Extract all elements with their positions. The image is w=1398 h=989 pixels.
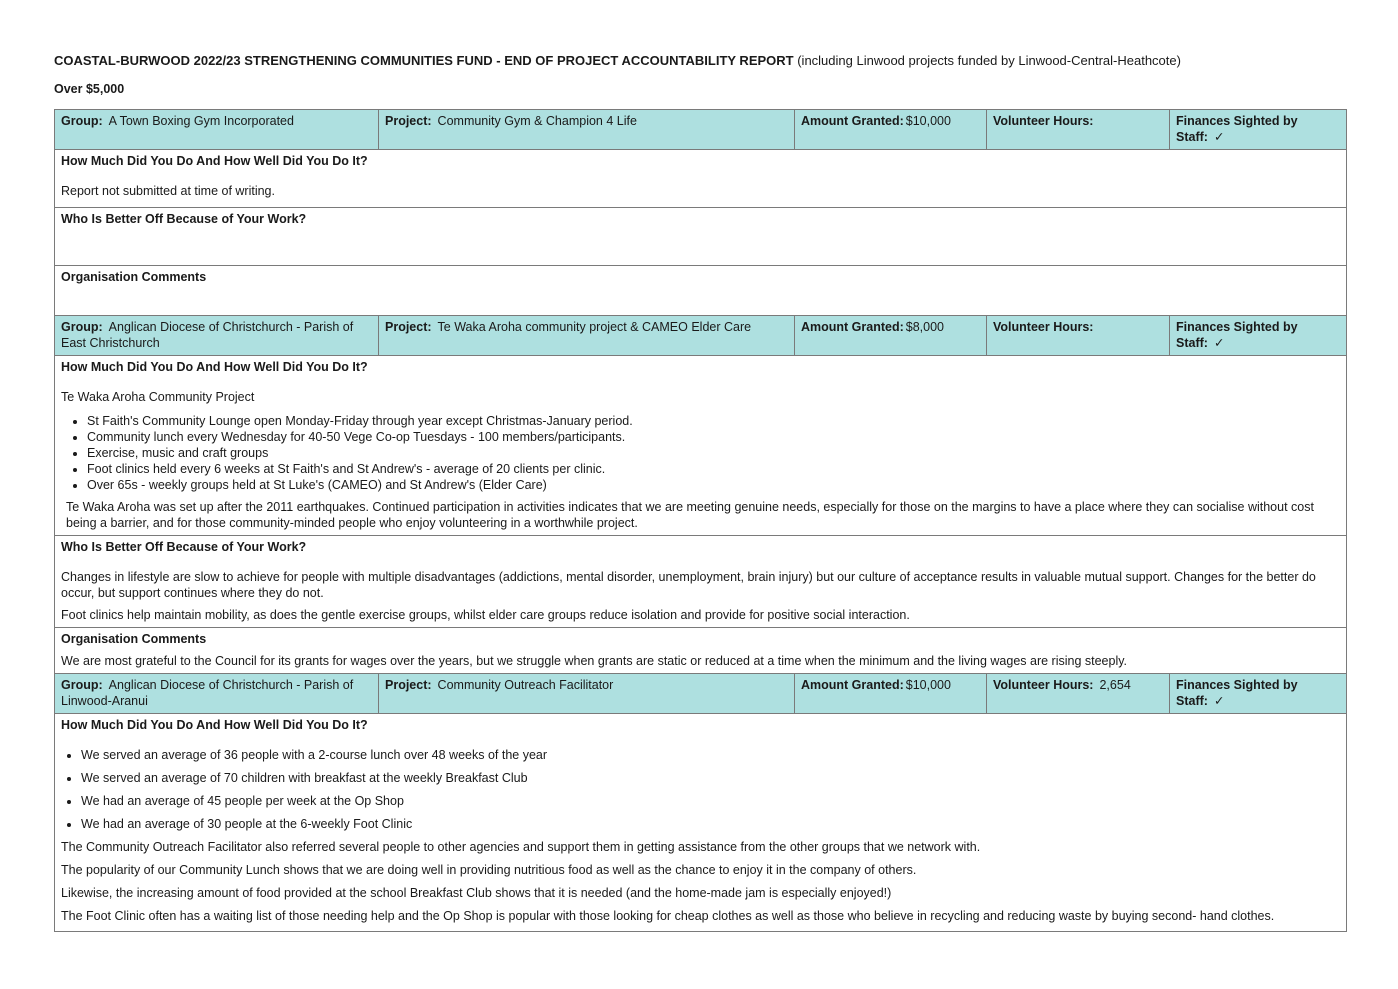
finances-label: Finances Sighted by Staff: xyxy=(1176,114,1298,144)
org-comments-section xyxy=(55,266,1347,316)
section-text: The Community Outreach Facilitator also referred several people to other agencies and support them in getting assistance from the other groups that we network with. xyxy=(61,840,981,854)
group-cell xyxy=(55,110,379,150)
report-title xyxy=(54,53,1181,68)
section-text: Report not submitted at time of writing. xyxy=(61,184,275,198)
list-item: • Over 65s - weekly groups held at St Luke's (CAMEO) and St Andrew's (Elder Care) xyxy=(87,477,1340,493)
section-intro: Te Waka Aroha Community Project xyxy=(61,390,255,404)
project-label: Project: xyxy=(385,114,432,128)
amount-value: $8,000 xyxy=(905,320,945,334)
list-item: • St Faith's Community Lounge open Monday-Friday through year except Christmas-January period. xyxy=(87,413,1340,429)
amount-cell xyxy=(795,674,987,714)
record-header-row xyxy=(55,110,1347,150)
volunteer-cell xyxy=(987,110,1170,150)
report-table xyxy=(54,109,1347,932)
section-text: Likewise, the increasing amount of food provided at the school Breakfast Club shows that it is needed (and the home-made jam is especially enjoyed!) xyxy=(61,886,892,900)
finances-label: Finances Sighted by Staff: xyxy=(1176,678,1298,708)
section-text: The Foot Clinic often has a waiting list of those needing help and the Op Shop is popular with those looking for cheap clothes as well as those who believe in recycling and reducing waste by buying second- hand clothes. xyxy=(61,909,1275,923)
group-cell xyxy=(55,316,379,356)
volunteer-value: 2,654 xyxy=(1099,678,1131,692)
record-header-row xyxy=(55,316,1347,356)
group-label: Group: xyxy=(61,678,103,692)
list-item: • Exercise, music and craft groups xyxy=(87,445,1340,461)
section-heading: Who Is Better Off Because of Your Work? xyxy=(61,212,307,226)
how-much-section xyxy=(55,150,1347,208)
volunteer-label: Volunteer Hours: xyxy=(993,114,1094,128)
list-item: • Community lunch every Wednesday for 40-50 Vege Co-op Tuesdays - 100 members/participants. xyxy=(87,429,1340,445)
amount-value: $10,000 xyxy=(905,678,951,692)
activity-list xyxy=(61,413,1340,493)
list-item: • We had an average of 30 people at the 6-weekly Foot Clinic xyxy=(81,816,1340,832)
project-label: Project: xyxy=(385,320,432,334)
record-header-row xyxy=(55,674,1347,714)
project-cell xyxy=(379,674,795,714)
amount-label: Amount Granted: xyxy=(801,678,904,692)
how-much-section xyxy=(55,714,1347,932)
section-text: The popularity of our Community Lunch shows that we are doing well in providing nutritious food as well as the chance to enjoy it in the company of others. xyxy=(61,863,917,877)
check-icon: ✓ xyxy=(1213,129,1225,144)
section-heading: Organisation Comments xyxy=(61,270,207,284)
finances-cell xyxy=(1170,110,1347,150)
group-label: Group: xyxy=(61,114,103,128)
report-subtitle: Over $5,000 xyxy=(54,82,125,96)
group-value: A Town Boxing Gym Incorporated xyxy=(108,114,294,128)
report-title-bold: COASTAL-BURWOOD 2022/23 STRENGTHENING COMMUNITIES FUND - END OF PROJECT ACCOUNTABILITY REPORT xyxy=(54,53,794,68)
section-text: Changes in lifestyle are slow to achieve for people with multiple disadvantages (addictions, mental disorder, unemployment, brain injury) but our culture of acceptance results in valuable mutual support. Changes for the better do occur, but support continues where they do not. xyxy=(61,570,1316,600)
group-value: Anglican Diocese of Christchurch - Parish of Linwood-Aranui xyxy=(61,678,354,708)
amount-label: Amount Granted: xyxy=(801,114,904,128)
amount-cell xyxy=(795,316,987,356)
finances-cell xyxy=(1170,674,1347,714)
volunteer-label: Volunteer Hours: xyxy=(993,678,1094,692)
section-heading: How Much Did You Do And How Well Did You Do It? xyxy=(61,360,368,374)
check-icon: ✓ xyxy=(1213,693,1225,708)
project-value: Community Outreach Facilitator xyxy=(437,678,614,692)
project-label: Project: xyxy=(385,678,432,692)
volunteer-label: Volunteer Hours: xyxy=(993,320,1094,334)
project-value: Community Gym & Champion 4 Life xyxy=(437,114,637,128)
section-heading: Who Is Better Off Because of Your Work? xyxy=(61,540,307,554)
amount-label: Amount Granted: xyxy=(801,320,904,334)
amount-cell xyxy=(795,110,987,150)
section-text: Foot clinics help maintain mobility, as does the gentle exercise groups, whilst elder care groups reduce isolation and provide for positive social interaction. xyxy=(61,608,910,622)
list-item: • We had an average of 45 people per week at the Op Shop xyxy=(81,793,1340,809)
group-value: Anglican Diocese of Christchurch - Parish of East Christchurch xyxy=(61,320,354,350)
finances-cell xyxy=(1170,316,1347,356)
report-title-rest: (including Linwood projects funded by Linwood-Central-Heathcote) xyxy=(793,53,1181,68)
list-item: • Foot clinics held every 6 weeks at St Faith's and St Andrew's - average of 20 clients per clinic. xyxy=(87,461,1340,477)
group-cell xyxy=(55,674,379,714)
group-label: Group: xyxy=(61,320,103,334)
who-better-section xyxy=(55,536,1347,628)
section-heading: How Much Did You Do And How Well Did You Do It? xyxy=(61,718,368,732)
amount-value: $10,000 xyxy=(905,114,951,128)
volunteer-cell xyxy=(987,316,1170,356)
section-text: We are most grateful to the Council for its grants for wages over the years, but we struggle when grants are static or reduced at a time when the minimum and the living wages are rising steeply. xyxy=(61,654,1128,668)
project-cell xyxy=(379,110,795,150)
list-item: • We served an average of 70 children with breakfast at the weekly Breakfast Club xyxy=(81,770,1340,786)
check-icon: ✓ xyxy=(1213,335,1225,350)
how-much-section xyxy=(55,356,1347,536)
section-heading: Organisation Comments xyxy=(61,632,207,646)
who-better-section xyxy=(55,208,1347,266)
finances-label: Finances Sighted by Staff: xyxy=(1176,320,1298,350)
project-value: Te Waka Aroha community project & CAMEO Elder Care xyxy=(437,320,752,334)
project-cell xyxy=(379,316,795,356)
org-comments-section xyxy=(55,628,1347,674)
section-text: Te Waka Aroha was set up after the 2011 earthquakes. Continued participation in activities indicates that we are meeting genuine needs, especially for those on the margins to have a place where they can socialise without cost being a barrier, and for those community-minded people who enjoy volunteering in a worthwhile project. xyxy=(66,500,1314,530)
outcome-list xyxy=(61,747,1340,832)
section-heading: How Much Did You Do And How Well Did You Do It? xyxy=(61,154,368,168)
volunteer-cell xyxy=(987,674,1170,714)
list-item: • We served an average of 36 people with a 2-course lunch over 48 weeks of the year xyxy=(81,747,1340,763)
